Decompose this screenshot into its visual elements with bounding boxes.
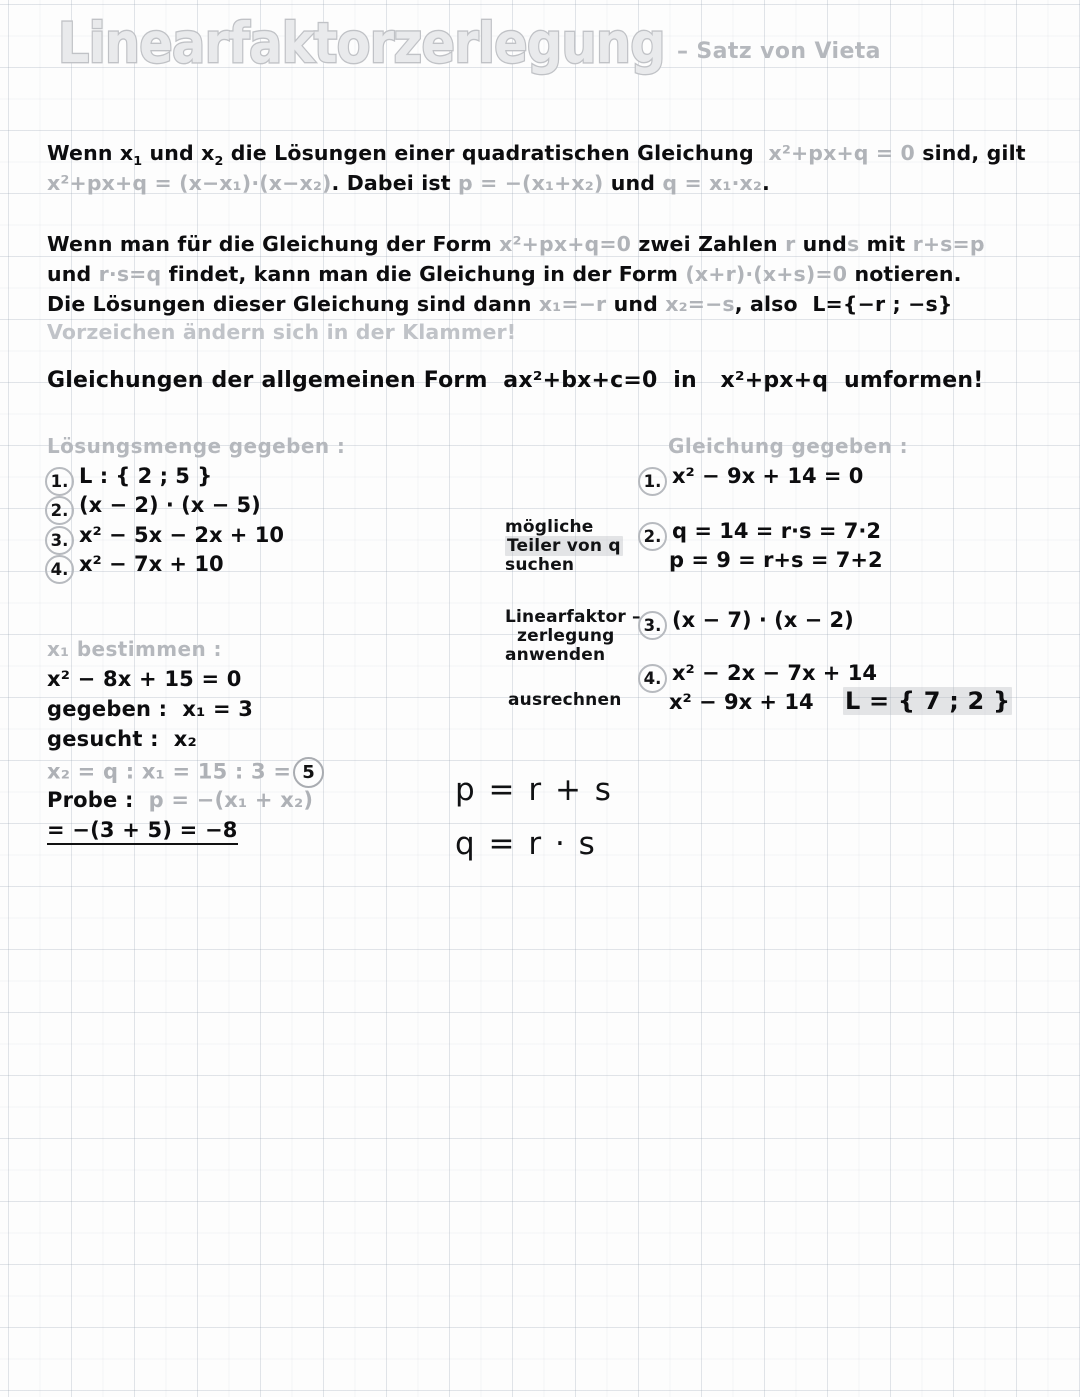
body-line1-formula-1: x²+px+q=0 xyxy=(499,232,632,256)
intro-line1-text-b: und x xyxy=(142,141,215,165)
body-line1-formula-2: r xyxy=(785,232,796,256)
left-step-3 xyxy=(45,522,284,551)
body-line2-formula-1: r·s=q xyxy=(98,262,162,286)
right-step-3-text: (x − 7) · (x − 2) xyxy=(672,608,854,632)
left-step-1 xyxy=(45,463,212,492)
body-line3-formula-1: x₁=−r xyxy=(538,292,607,316)
right-step-4-line2-wrap xyxy=(669,690,814,714)
middle-label-ausrechnen: ausrechnen xyxy=(508,690,622,710)
left-step-4 xyxy=(45,551,224,580)
left-step-2 xyxy=(45,492,261,521)
body-note-vorzeichen xyxy=(47,320,516,344)
determine-line-3-label: gesucht : xyxy=(47,727,159,751)
body-line2-text-b: findet, kann man die Gleichung in der Form xyxy=(168,262,679,286)
page-title xyxy=(58,11,881,76)
determine-line-5-label: Probe : xyxy=(47,788,134,812)
free-formula-q: q = r · s xyxy=(455,826,597,862)
determine-line-4-text: x₂ = q : x₁ = 15 : 3 = xyxy=(47,759,292,784)
middle-label-2-line-1: Linearfaktor – xyxy=(505,607,641,627)
middle-label-linearfaktor xyxy=(505,608,641,665)
right-step-1-number: 1. xyxy=(638,467,667,496)
left-step-2-number: 2. xyxy=(45,496,74,525)
title-main-text: Linearfaktorzerlegung xyxy=(58,11,665,76)
middle-label-1-line-3: suchen xyxy=(505,555,575,576)
body-line1-text-b: zwei Zahlen xyxy=(638,232,778,256)
right-step-4 xyxy=(638,660,877,689)
determine-line-2 xyxy=(47,697,253,721)
body-line-3 xyxy=(47,292,953,316)
intro-line2-text-a: . Dabei ist xyxy=(331,171,451,195)
determine-line-1-text: x² − 8x + 15 = 0 xyxy=(47,667,242,691)
intro-line1-text-a: Wenn x xyxy=(47,141,134,165)
headline-text-a: Gleichungen der allgemeinen Form xyxy=(47,368,488,393)
body-line2-formula-2: (x+r)·(x+s)=0 xyxy=(685,262,848,286)
intro-sub-1: 1 xyxy=(133,153,143,169)
right-step-3-number: 3. xyxy=(638,611,667,640)
middle-label-1-line-2: Teiler von q xyxy=(507,536,621,557)
intro-sub-2: 2 xyxy=(214,153,224,169)
intro-line-2 xyxy=(47,171,770,195)
body-line-2 xyxy=(47,262,962,286)
right-step-2-number: 2. xyxy=(638,522,667,551)
free-formula-p: p = r + s xyxy=(455,772,613,808)
headline-formula-b: x²+px+q xyxy=(720,368,829,393)
right-step-2-line-1: q = 14 = r·s = 7·2 xyxy=(672,519,881,543)
headline-text-c: umformen! xyxy=(843,368,984,393)
right-step-2-line-2: p = 9 = r+s = 7+2 xyxy=(669,548,883,572)
left-column-caption: Lösungsmenge gegeben : xyxy=(47,434,346,458)
intro-line1-text-c: die Lösungen einer quadratischen Gleichung xyxy=(223,141,754,165)
headline-allgemeine-form xyxy=(47,368,983,393)
right-step-2-line2-wrap xyxy=(669,548,883,572)
body-line3-formula-2: x₂=−s xyxy=(665,292,735,316)
left-step-4-number: 4. xyxy=(45,555,74,584)
right-step-1-text: x² − 9x + 14 = 0 xyxy=(672,464,864,488)
right-step-4-line-1: x² − 2x − 7x + 14 xyxy=(672,661,877,685)
body-line3-text-a: Die Lösungen dieser Gleichung sind dann xyxy=(47,292,532,316)
headline-text-b: in xyxy=(673,368,697,393)
body-line3-text-c: , also xyxy=(734,292,798,316)
determine-line-4 xyxy=(47,757,324,788)
body-line1-text-a: Wenn man für die Gleichung der Form xyxy=(47,232,492,256)
determine-block-caption xyxy=(47,637,222,661)
intro-line2-formula-3: q = x₁·x₂ xyxy=(662,171,763,195)
intro-line2-formula-2: p = −(x₁+x₂) xyxy=(458,171,604,195)
determine-line-1 xyxy=(47,667,242,691)
body-note-text: Vorzeichen ändern sich in der Klammer! xyxy=(47,320,517,344)
right-solution-set xyxy=(843,687,1012,715)
left-step-1-text: L : { 2 ; 5 } xyxy=(79,464,213,488)
determine-line-4-result: 5 xyxy=(293,757,324,788)
left-step-3-text: x² − 5x − 2x + 10 xyxy=(79,523,284,547)
headline-formula-a: ax²+bx+c=0 xyxy=(503,368,658,393)
left-step-2-text: (x − 2) · (x − 5) xyxy=(79,493,261,517)
left-step-3-number: 3. xyxy=(45,526,74,555)
right-step-4-line-2: x² − 9x + 14 xyxy=(669,690,814,714)
determine-caption-text: x₁ bestimmen : xyxy=(47,637,222,661)
intro-line2-formula-1: x²+px+q = (x−x₁)·(x−x₂) xyxy=(47,171,332,195)
middle-label-1-line-1: mögliche xyxy=(505,517,594,537)
right-step-4-number: 4. xyxy=(638,664,667,693)
determine-line-3-value: x₂ xyxy=(173,727,197,751)
body-line2-text-c: notieren. xyxy=(854,262,962,286)
left-step-1-number: 1. xyxy=(45,467,74,496)
middle-label-2-line-3: anwenden xyxy=(505,645,606,666)
body-line1-formula-4: r+s=p xyxy=(912,232,985,256)
right-step-1 xyxy=(638,463,863,492)
right-column-caption: Gleichung gegeben : xyxy=(668,434,908,458)
determine-line-6-text: = −(3 + 5) = −8 xyxy=(47,818,238,845)
body-line-1 xyxy=(47,232,985,256)
title-subtitle-text: – Satz von Vieta xyxy=(676,39,881,64)
body-line3-solution-set: L={−r ; −s} xyxy=(812,292,953,316)
right-solution-set-text: L = { 7 ; 2 } xyxy=(845,687,1011,715)
right-step-3 xyxy=(638,607,854,636)
left-step-4-text: x² − 7x + 10 xyxy=(79,552,224,576)
body-line1-formula-3: s xyxy=(846,232,860,256)
body-line1-text-d: mit xyxy=(866,232,906,256)
determine-line-2-value: x₁ = 3 xyxy=(182,697,254,721)
body-line2-text-a: und xyxy=(47,262,92,286)
determine-line-5 xyxy=(47,788,313,812)
determine-line-3 xyxy=(47,727,197,751)
determine-line-2-label: gegeben : xyxy=(47,697,168,721)
determine-line-6 xyxy=(47,818,238,842)
middle-label-teiler xyxy=(505,518,623,575)
intro-line2-text-b: und xyxy=(610,171,656,195)
intro-line2-text-c: . xyxy=(762,171,770,195)
determine-line-5-formula: p = −(x₁ + x₂) xyxy=(148,788,314,812)
body-line1-text-c: und xyxy=(802,232,847,256)
intro-line1-text-d: sind, gilt xyxy=(922,141,1026,165)
middle-label-2-line-2: zerlegung xyxy=(517,626,615,647)
intro-line1-formula: x²+px+q = 0 xyxy=(768,141,915,165)
body-line3-text-b: und xyxy=(613,292,658,316)
right-step-2 xyxy=(638,518,881,547)
intro-line-1 xyxy=(47,141,1026,169)
